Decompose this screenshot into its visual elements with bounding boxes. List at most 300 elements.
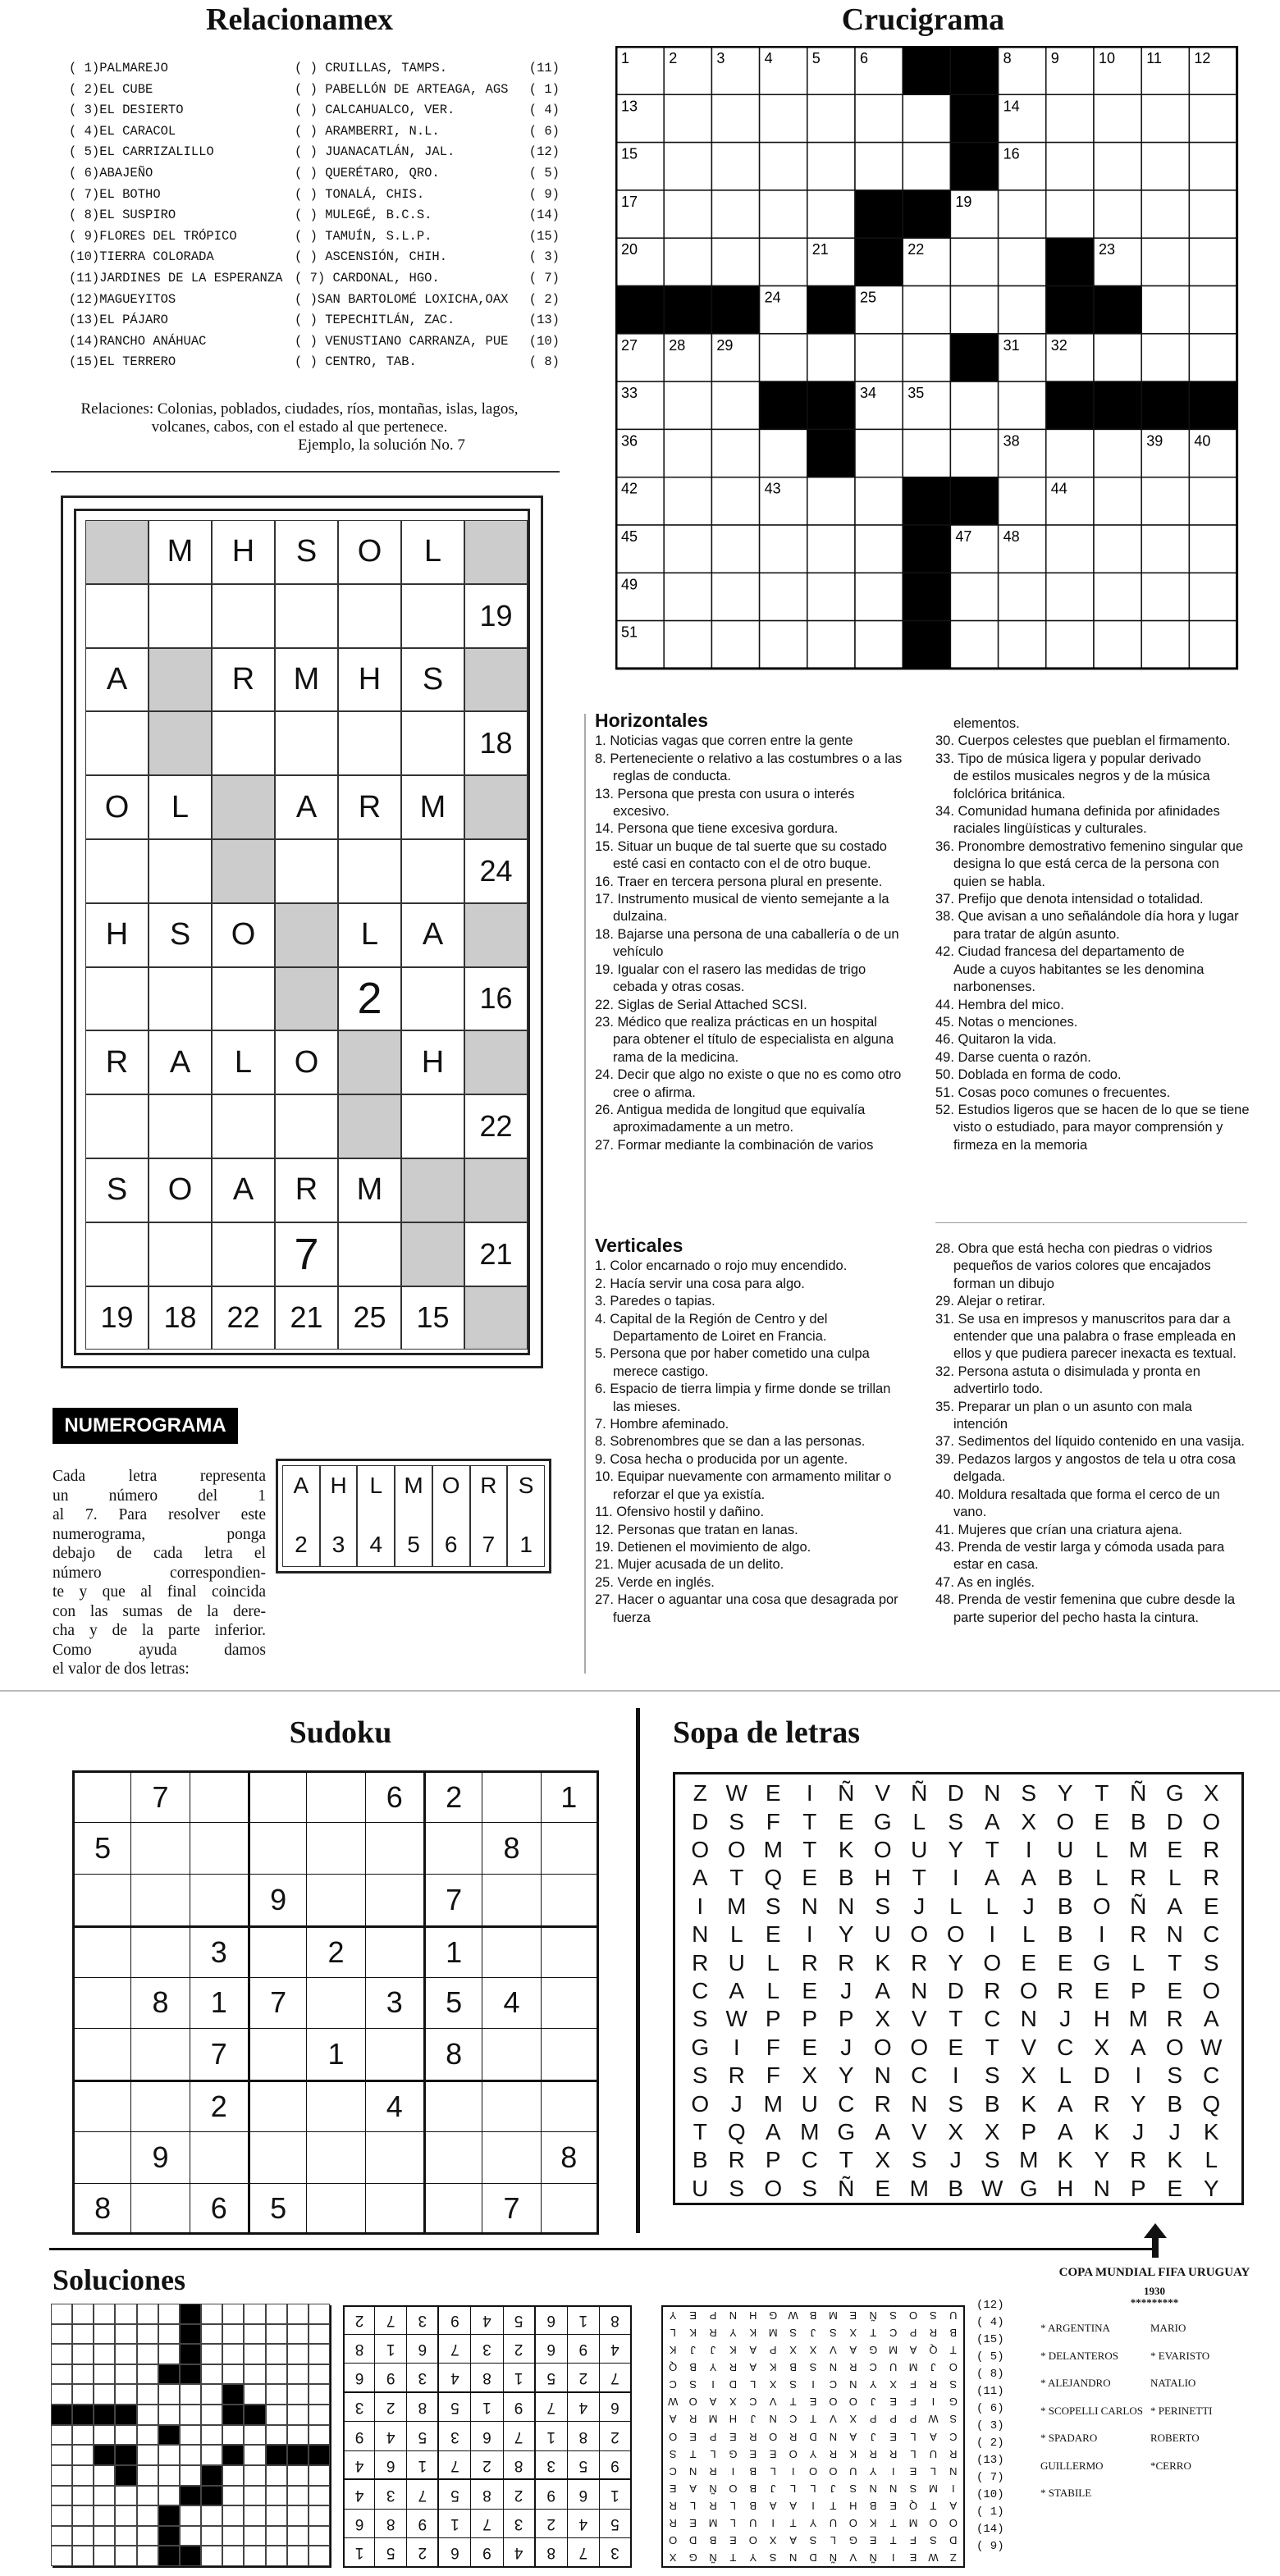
sudoku-cell[interactable] xyxy=(130,1770,189,1822)
crossword-cell[interactable] xyxy=(855,621,903,669)
crossword-cell[interactable] xyxy=(950,381,998,429)
word-search-letter[interactable]: H xyxy=(1093,2006,1110,2032)
numerograma-cell[interactable] xyxy=(338,584,401,648)
crossword-cell[interactable] xyxy=(711,525,759,573)
sudoku-cell[interactable] xyxy=(130,2131,189,2183)
word-search-letter[interactable]: O xyxy=(1165,2034,1184,2060)
word-search-letter[interactable]: U xyxy=(1057,1836,1074,1862)
word-search-letter[interactable]: O xyxy=(983,1949,1002,1975)
word-search-letter[interactable]: E xyxy=(1167,1977,1183,2003)
crossword-cell[interactable] xyxy=(1094,334,1141,381)
sudoku-cell[interactable] xyxy=(482,1977,540,2029)
crossword-cell[interactable] xyxy=(1189,621,1237,669)
word-search-letter[interactable]: W xyxy=(725,2006,747,2032)
word-search-letter[interactable]: N xyxy=(838,1893,855,1919)
word-search-letter[interactable]: H xyxy=(874,1865,891,1891)
numerograma-cell[interactable] xyxy=(149,967,212,1031)
word-search-letter[interactable]: B xyxy=(838,1865,854,1891)
numerograma-cell[interactable] xyxy=(85,1286,149,1350)
sudoku-cell[interactable] xyxy=(482,2183,540,2235)
numerograma-cell[interactable] xyxy=(401,584,464,648)
sudoku-cell[interactable] xyxy=(365,1822,423,1874)
word-search-letter[interactable]: R xyxy=(728,2062,745,2089)
numerograma-cell[interactable] xyxy=(85,648,149,712)
crossword-cell[interactable] xyxy=(903,94,950,142)
crossword-cell[interactable] xyxy=(1189,143,1237,190)
crossword-cell[interactable] xyxy=(1046,94,1094,142)
crossword-cell[interactable] xyxy=(855,429,903,477)
crossword-cell[interactable] xyxy=(1046,573,1094,620)
sudoku-cell[interactable] xyxy=(72,1925,130,1977)
word-search-letter[interactable]: I xyxy=(1025,1836,1032,1862)
word-search-letter[interactable]: R xyxy=(911,1949,928,1975)
word-search-letter[interactable]: I xyxy=(989,1921,996,1948)
word-search-letter[interactable]: A xyxy=(875,1977,891,2003)
sudoku-cell[interactable] xyxy=(306,2080,364,2131)
word-search-letter[interactable]: L xyxy=(1095,1836,1109,1862)
crossword-cell[interactable] xyxy=(950,286,998,334)
word-search-letter[interactable]: I xyxy=(1135,2062,1142,2089)
crossword-cell[interactable] xyxy=(711,573,759,620)
word-search-letter[interactable]: I xyxy=(806,1780,813,1806)
word-search-letter[interactable]: A xyxy=(729,1977,745,2003)
sudoku-cell[interactable] xyxy=(541,2183,599,2235)
word-search-letter[interactable]: R xyxy=(1130,1865,1147,1891)
crossword-cell[interactable] xyxy=(1141,190,1189,238)
crossword-cell[interactable] xyxy=(1141,94,1189,142)
crossword-cell[interactable] xyxy=(1046,429,1094,477)
numerograma-cell[interactable] xyxy=(338,1158,401,1222)
crossword-cell[interactable] xyxy=(1094,143,1141,190)
crossword-cell[interactable] xyxy=(760,143,807,190)
word-search-letter[interactable]: G xyxy=(691,2034,710,2060)
numerograma-cell[interactable] xyxy=(464,1094,528,1158)
word-search-letter[interactable]: N xyxy=(801,1893,818,1919)
word-search-letter[interactable]: X xyxy=(875,2006,891,2032)
crossword-cell[interactable] xyxy=(664,238,711,285)
crossword-cell[interactable] xyxy=(855,573,903,620)
word-search-letter[interactable]: O xyxy=(764,2175,783,2201)
word-search-letter[interactable]: X xyxy=(875,2147,891,2173)
numerograma-cell[interactable] xyxy=(275,1158,338,1222)
sudoku-cell[interactable] xyxy=(541,1977,599,2029)
word-search-letter[interactable]: E xyxy=(1167,2175,1183,2201)
sudoku-cell[interactable] xyxy=(306,1874,364,1925)
word-search-letter[interactable]: J xyxy=(1132,2118,1145,2144)
word-search-letter[interactable]: R xyxy=(1130,2147,1147,2173)
numerograma-cell[interactable] xyxy=(275,1286,338,1350)
word-search-letter[interactable]: C xyxy=(1203,2062,1220,2089)
word-search-letter[interactable]: X xyxy=(1021,1808,1037,1834)
numerograma-cell[interactable] xyxy=(401,520,464,584)
word-search-letter[interactable]: K xyxy=(875,1949,891,1975)
numerograma-cell[interactable] xyxy=(401,711,464,775)
sudoku-cell[interactable] xyxy=(365,1977,423,2029)
crossword-cell[interactable] xyxy=(664,429,711,477)
sudoku-cell[interactable] xyxy=(306,2028,364,2080)
word-search-letter[interactable]: I xyxy=(1098,1921,1105,1948)
word-search-letter[interactable]: B xyxy=(948,2175,964,2201)
sudoku-cell[interactable] xyxy=(365,1770,423,1822)
word-search-letter[interactable]: E xyxy=(838,1808,854,1834)
word-search-letter[interactable]: O xyxy=(1202,1808,1221,1834)
word-search-letter[interactable]: J xyxy=(949,2147,962,2173)
word-search-letter[interactable]: L xyxy=(1095,1865,1109,1891)
word-search-letter[interactable]: F xyxy=(766,2034,780,2060)
word-search-letter[interactable]: L xyxy=(1022,1921,1035,1948)
word-search-letter[interactable]: L xyxy=(729,1921,743,1948)
word-search-letter[interactable]: L xyxy=(949,1893,962,1919)
word-search-letter[interactable]: D xyxy=(1093,2062,1110,2089)
crossword-cell[interactable] xyxy=(1189,477,1237,525)
numerograma-cell[interactable] xyxy=(401,839,464,903)
crossword-cell[interactable] xyxy=(1046,525,1094,573)
word-search-letter[interactable]: V xyxy=(1021,2034,1037,2060)
sudoku-cell[interactable] xyxy=(541,1770,599,1822)
sudoku-cell[interactable] xyxy=(130,1822,189,1874)
sudoku-cell[interactable] xyxy=(72,1874,130,1925)
word-search-letter[interactable]: O xyxy=(873,1836,892,1862)
word-search-letter[interactable]: Y xyxy=(1094,2147,1110,2173)
word-search-letter[interactable]: E xyxy=(1167,1836,1183,1862)
numerograma-cell[interactable] xyxy=(212,903,275,967)
word-search-letter[interactable]: O xyxy=(1056,1808,1075,1834)
sudoku-cell[interactable] xyxy=(248,2080,306,2131)
word-search-letter[interactable]: D xyxy=(692,1808,709,1834)
numerograma-cell[interactable] xyxy=(149,1286,212,1350)
numerograma-cell[interactable] xyxy=(275,584,338,648)
numerograma-cell[interactable] xyxy=(338,967,401,1031)
crossword-cell[interactable] xyxy=(1189,94,1237,142)
word-search-letter[interactable]: Ñ xyxy=(911,1780,928,1806)
numerograma-cell[interactable] xyxy=(85,967,149,1031)
crossword-cell[interactable] xyxy=(1094,573,1141,620)
sudoku-cell[interactable] xyxy=(482,2131,540,2183)
word-search-letter[interactable]: K xyxy=(1203,2118,1219,2144)
sudoku-cell[interactable] xyxy=(72,2028,130,2080)
crossword-cell[interactable] xyxy=(1046,621,1094,669)
numerograma-cell[interactable] xyxy=(464,584,528,648)
crossword-cell[interactable] xyxy=(903,286,950,334)
word-search-letter[interactable]: Q xyxy=(764,1865,783,1891)
word-search-letter[interactable]: N xyxy=(1166,1921,1183,1948)
sudoku-cell[interactable] xyxy=(365,2131,423,2183)
crossword-cell[interactable] xyxy=(807,143,855,190)
crossword-cell[interactable] xyxy=(950,621,998,669)
sudoku-cell[interactable] xyxy=(190,2131,248,2183)
sudoku-cell[interactable] xyxy=(248,2028,306,2080)
numerograma-cell[interactable] xyxy=(464,711,528,775)
crossword-cell[interactable] xyxy=(855,334,903,381)
crossword-cell[interactable] xyxy=(1094,190,1141,238)
numerograma-cell[interactable] xyxy=(149,903,212,967)
sudoku-cell[interactable] xyxy=(190,1977,248,2029)
sudoku-cell[interactable] xyxy=(248,1925,306,1977)
sudoku-cell[interactable] xyxy=(365,1925,423,1977)
word-search-letter[interactable]: U xyxy=(801,2090,818,2117)
word-search-letter[interactable]: U xyxy=(911,1836,928,1862)
word-search-letter[interactable]: X xyxy=(948,2118,964,2144)
word-search-letter[interactable]: X xyxy=(802,2062,818,2089)
crossword-cell[interactable] xyxy=(1141,334,1189,381)
numerograma-cell[interactable] xyxy=(212,1158,275,1222)
word-search-letter[interactable]: R xyxy=(1203,1836,1220,1862)
word-search-letter[interactable]: V xyxy=(911,2006,927,2032)
word-search-letter[interactable]: I xyxy=(806,1921,813,1948)
word-search-letter[interactable]: R xyxy=(692,1949,709,1975)
word-search-letter[interactable]: R xyxy=(984,1977,1001,2003)
numerograma-cell[interactable] xyxy=(212,584,275,648)
word-search-letter[interactable]: S xyxy=(984,2062,1000,2089)
sudoku-cell[interactable] xyxy=(306,1770,364,1822)
numerograma-cell[interactable] xyxy=(275,839,338,903)
crossword-cell[interactable] xyxy=(1189,573,1237,620)
word-search-letter[interactable]: X xyxy=(984,2118,1000,2144)
numerograma-cell[interactable] xyxy=(401,1094,464,1158)
word-search-letter[interactable]: O xyxy=(691,2090,710,2117)
word-search-letter[interactable]: N xyxy=(911,1977,928,2003)
numerograma-cell[interactable] xyxy=(401,1286,464,1350)
numerograma-cell[interactable] xyxy=(464,967,528,1031)
word-search-letter[interactable]: Ñ xyxy=(838,1780,855,1806)
word-search-letter[interactable]: L xyxy=(1168,1865,1182,1891)
word-search-letter[interactable]: M xyxy=(1128,1836,1148,1862)
sudoku-cell[interactable] xyxy=(423,1925,482,1977)
word-search-letter[interactable]: Y xyxy=(948,1949,964,1975)
word-search-letter[interactable]: M xyxy=(763,1836,783,1862)
numerograma-cell[interactable] xyxy=(85,903,149,967)
word-search-letter[interactable]: S xyxy=(1021,1780,1037,1806)
crossword-cell[interactable] xyxy=(664,190,711,238)
crossword-cell[interactable] xyxy=(999,573,1046,620)
sudoku-cell[interactable] xyxy=(423,2028,482,2080)
word-search-letter[interactable]: I xyxy=(952,2062,959,2089)
word-search-letter[interactable]: W xyxy=(1200,2034,1223,2060)
word-search-letter[interactable]: L xyxy=(1131,1949,1145,1975)
word-search-letter[interactable]: N xyxy=(692,1921,709,1948)
word-search-letter[interactable]: T xyxy=(802,1808,817,1834)
word-search-letter[interactable]: Y xyxy=(948,1836,964,1862)
word-search-letter[interactable]: Y xyxy=(838,2062,854,2089)
crossword-cell[interactable] xyxy=(903,429,950,477)
sudoku-cell[interactable] xyxy=(423,2080,482,2131)
word-search-letter[interactable]: D xyxy=(947,1780,964,1806)
word-search-letter[interactable]: J xyxy=(1168,2118,1181,2144)
crossword-cell[interactable] xyxy=(950,429,998,477)
word-search-letter[interactable]: R xyxy=(838,1949,855,1975)
crossword-cell[interactable] xyxy=(1141,286,1189,334)
crossword-cell[interactable] xyxy=(1189,286,1237,334)
crossword-cell[interactable] xyxy=(760,94,807,142)
word-search-letter[interactable]: Ñ xyxy=(1130,1893,1147,1919)
word-search-letter[interactable]: L xyxy=(766,1977,780,2003)
word-search-letter[interactable]: M xyxy=(800,2118,820,2144)
word-search-letter[interactable]: A xyxy=(1057,2118,1073,2144)
word-search-letter[interactable]: M xyxy=(727,1893,747,1919)
sudoku-cell[interactable] xyxy=(482,1874,540,1925)
word-search-letter[interactable]: K xyxy=(1057,2147,1073,2173)
crossword-cell[interactable] xyxy=(999,621,1046,669)
numerograma-cell[interactable] xyxy=(338,648,401,712)
crossword-cell[interactable] xyxy=(760,621,807,669)
sudoku-cell[interactable] xyxy=(541,2080,599,2131)
word-search-letter[interactable]: U xyxy=(728,1949,745,1975)
numerograma-cell[interactable] xyxy=(212,711,275,775)
sudoku-cell[interactable] xyxy=(190,2028,248,2080)
crossword-cell[interactable] xyxy=(1141,573,1189,620)
word-search-letter[interactable]: O xyxy=(1202,1977,1221,2003)
word-search-letter[interactable]: I xyxy=(952,1865,959,1891)
word-search-letter[interactable]: C xyxy=(801,2147,818,2173)
crossword-cell[interactable] xyxy=(999,190,1046,238)
crossword-cell[interactable] xyxy=(664,525,711,573)
sudoku-cell[interactable] xyxy=(130,1925,189,1977)
numerograma-cell[interactable] xyxy=(149,1222,212,1286)
word-search-letter[interactable]: G xyxy=(873,1808,892,1834)
numerograma-cell[interactable] xyxy=(212,967,275,1031)
crossword-cell[interactable] xyxy=(1094,94,1141,142)
crossword-cell[interactable] xyxy=(711,429,759,477)
word-search-letter[interactable]: N xyxy=(1020,2006,1037,2032)
sudoku-cell[interactable] xyxy=(423,2183,482,2235)
sudoku-cell[interactable] xyxy=(190,2080,248,2131)
word-search-letter[interactable]: O xyxy=(1092,1893,1111,1919)
numerograma-cell[interactable] xyxy=(275,711,338,775)
sudoku-cell[interactable] xyxy=(248,1822,306,1874)
word-search-letter[interactable]: O xyxy=(910,1921,929,1948)
word-search-letter[interactable]: E xyxy=(1021,1949,1037,1975)
crossword-cell[interactable] xyxy=(807,621,855,669)
word-search-letter[interactable]: T xyxy=(912,1865,926,1891)
sudoku-cell[interactable] xyxy=(248,2183,306,2235)
sudoku-cell[interactable] xyxy=(190,1874,248,1925)
numerograma-cell[interactable] xyxy=(85,839,149,903)
crossword-cell[interactable] xyxy=(807,477,855,525)
word-search-letter[interactable]: N xyxy=(1093,2175,1110,2201)
crossword-cell[interactable] xyxy=(711,190,759,238)
word-search-letter[interactable]: E xyxy=(1057,1949,1073,1975)
crossword-cell[interactable] xyxy=(760,525,807,573)
word-search-letter[interactable]: B xyxy=(984,2090,1000,2117)
word-search-letter[interactable]: E xyxy=(1094,1977,1110,2003)
numerograma-cell[interactable] xyxy=(338,1286,401,1350)
word-search-letter[interactable]: D xyxy=(947,1977,964,2003)
sudoku-cell[interactable] xyxy=(190,1822,248,1874)
word-search-letter[interactable]: E xyxy=(802,1977,818,2003)
sudoku-cell[interactable] xyxy=(423,1977,482,2029)
crossword-cell[interactable] xyxy=(1141,621,1189,669)
crossword-cell[interactable] xyxy=(760,238,807,285)
word-search-letter[interactable]: Q xyxy=(1202,2090,1221,2117)
crossword-cell[interactable] xyxy=(711,94,759,142)
numerograma-cell[interactable] xyxy=(85,1030,149,1094)
word-search-letter[interactable]: Y xyxy=(838,1921,854,1948)
word-search-letter[interactable]: P xyxy=(838,2006,854,2032)
crossword-cell[interactable] xyxy=(1046,190,1094,238)
word-search-letter[interactable]: K xyxy=(1021,2090,1037,2117)
crossword-cell[interactable] xyxy=(950,573,998,620)
crossword-cell[interactable] xyxy=(1094,477,1141,525)
crossword-cell[interactable] xyxy=(711,381,759,429)
numerograma-cell[interactable] xyxy=(212,1286,275,1350)
crossword-cell[interactable] xyxy=(855,143,903,190)
word-search-letter[interactable]: E xyxy=(802,1865,818,1891)
word-search-letter[interactable]: R xyxy=(1130,1921,1147,1948)
word-search-letter[interactable]: T xyxy=(839,2147,853,2173)
word-search-letter[interactable]: S xyxy=(1203,1949,1219,1975)
sudoku-cell[interactable] xyxy=(482,2080,540,2131)
crossword-cell[interactable] xyxy=(664,573,711,620)
crossword-cell[interactable] xyxy=(999,286,1046,334)
numerograma-cell[interactable] xyxy=(275,1094,338,1158)
word-search-letter[interactable]: P xyxy=(802,2006,818,2032)
word-search-letter[interactable]: S xyxy=(948,1808,964,1834)
numerograma-cell[interactable] xyxy=(275,1030,338,1094)
word-search-letter[interactable]: O xyxy=(727,1836,746,1862)
word-search-letter[interactable]: O xyxy=(873,2034,892,2060)
crossword-cell[interactable] xyxy=(1189,525,1237,573)
numerograma-cell[interactable] xyxy=(401,967,464,1031)
sudoku-cell[interactable] xyxy=(423,1874,482,1925)
word-search-letter[interactable]: J xyxy=(1022,1893,1035,1919)
sudoku-cell[interactable] xyxy=(482,1925,540,1977)
word-search-letter[interactable]: T xyxy=(802,1836,817,1862)
sudoku-cell[interactable] xyxy=(190,2183,248,2235)
word-search-letter[interactable]: J xyxy=(730,2090,743,2117)
word-search-letter[interactable]: B xyxy=(692,2147,708,2173)
sudoku-cell[interactable] xyxy=(365,2080,423,2131)
word-search-letter[interactable]: S xyxy=(729,2175,745,2201)
word-search-letter[interactable]: Y xyxy=(1203,2175,1219,2201)
word-search-letter[interactable]: A xyxy=(875,2118,891,2144)
crossword-cell[interactable] xyxy=(664,143,711,190)
word-search-letter[interactable]: S xyxy=(948,2090,964,2117)
word-search-letter[interactable]: D xyxy=(1166,1808,1183,1834)
word-search-letter[interactable]: Z xyxy=(693,1780,707,1806)
word-search-letter[interactable]: A xyxy=(1203,2006,1219,2032)
word-search-letter[interactable]: T xyxy=(949,2006,963,2032)
word-search-letter[interactable]: N xyxy=(874,2062,891,2089)
word-search-letter[interactable]: P xyxy=(765,2147,781,2173)
crossword-cell[interactable] xyxy=(807,525,855,573)
numerograma-cell[interactable] xyxy=(85,1222,149,1286)
numerograma-cell[interactable] xyxy=(212,520,275,584)
word-search-letter[interactable]: P xyxy=(1130,2175,1146,2201)
word-search-letter[interactable]: L xyxy=(766,1949,780,1975)
word-search-letter[interactable]: S xyxy=(984,2147,1000,2173)
numerograma-cell[interactable] xyxy=(401,1030,464,1094)
sudoku-cell[interactable] xyxy=(423,1770,482,1822)
crossword-cell[interactable] xyxy=(855,94,903,142)
word-search-letter[interactable]: C xyxy=(984,2006,1001,2032)
word-search-letter[interactable]: G xyxy=(1165,1780,1184,1806)
sudoku-cell[interactable] xyxy=(190,1925,248,1977)
word-search-letter[interactable]: R xyxy=(1203,1865,1220,1891)
word-search-letter[interactable]: C xyxy=(911,2062,928,2089)
word-search-letter[interactable]: T xyxy=(1095,1780,1109,1806)
numerograma-cell[interactable] xyxy=(149,1030,212,1094)
crossword-cell[interactable] xyxy=(807,190,855,238)
numerograma-cell[interactable] xyxy=(85,1158,149,1222)
crossword-cell[interactable] xyxy=(760,190,807,238)
word-search-letter[interactable]: S xyxy=(802,2175,818,2201)
numerograma-cell[interactable] xyxy=(338,520,401,584)
numerograma-cell[interactable] xyxy=(85,1094,149,1158)
sudoku-cell[interactable] xyxy=(72,1770,130,1822)
sudoku-cell[interactable] xyxy=(130,1874,189,1925)
word-search-letter[interactable]: B xyxy=(1057,1865,1073,1891)
word-search-letter[interactable]: E xyxy=(802,2034,818,2060)
